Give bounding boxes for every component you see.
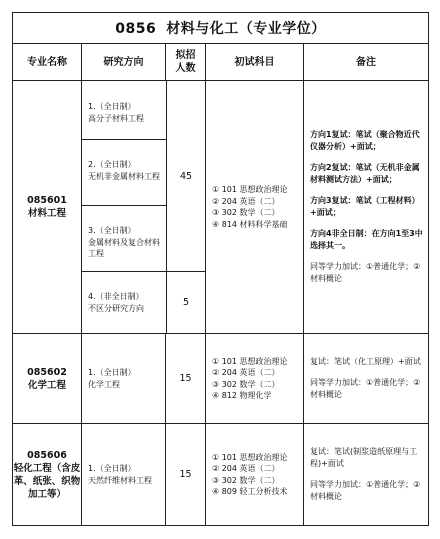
header-notes: 备注	[304, 44, 429, 81]
table-row	[13, 81, 429, 334]
major-name: 材料工程	[27, 208, 66, 219]
major-cell	[13, 334, 82, 424]
exam-item: ④ 809 轻工分析技术	[212, 487, 288, 496]
direction-mode: 4.（非全日制）	[88, 292, 144, 301]
table-title	[13, 13, 429, 44]
note-line: 同等学力加试：①普通化学；②材料概论	[310, 480, 421, 501]
divider	[82, 205, 166, 206]
note-line: 同等学力加试：①普通化学；②材料概论	[310, 378, 421, 399]
exam-item: ③ 302 数学（二）	[212, 208, 280, 217]
note-line: 同等学力加试：①普通化学；②材料概论	[310, 262, 421, 283]
major-code: 085606	[27, 449, 67, 461]
direction-quota-cell	[82, 81, 206, 334]
exam-item: ② 204 英语（二）	[212, 196, 280, 206]
header-quota-line1: 拟招	[175, 50, 196, 61]
direction-item	[82, 221, 166, 260]
note-line: 复试：笔试（化工原理）+面试	[310, 357, 421, 366]
title-code: 0856	[115, 21, 157, 37]
exam-item: ① 101 思想政治理论	[212, 185, 288, 194]
direction-mode: 1.（全日制）	[88, 464, 136, 473]
exam-item: ① 101 思想政治理论	[212, 356, 288, 366]
header-quota-line2: 人数	[175, 63, 196, 74]
direction-text: 天然纤维材料工程	[88, 475, 152, 485]
quota-value: 5	[182, 297, 190, 308]
direction-mode: 3.（全日制）	[88, 226, 136, 235]
note-line: 方向1复试：笔试（聚合物近代仪器分析）+面试；	[310, 130, 420, 151]
notes-cell	[304, 334, 429, 424]
direction-text: 高分子材料工程	[88, 113, 144, 123]
header-exam: 初试科目	[206, 44, 304, 81]
title-name: 材料与化工（专业学位）	[166, 21, 326, 37]
note-line: 复试：笔试(制浆造纸原理与工程)+面试	[310, 447, 418, 468]
note-line: 方向3复试：笔试（工程材料）+面试；	[310, 196, 420, 217]
quota-value: 45	[179, 170, 193, 182]
divider	[82, 139, 166, 140]
major-name: 化学工程	[27, 379, 66, 391]
note-line: 方向4非全日制：在方向1至3中选择其一。	[310, 229, 423, 250]
exam-cell	[206, 81, 304, 334]
exam-item: ① 101 思想政治理论	[212, 452, 288, 462]
note-line: 方向2复试：笔试（无机非金属材料测试方法）+面试；	[310, 163, 420, 184]
header-quota	[166, 44, 206, 81]
exam-cell	[206, 424, 304, 526]
header-row	[13, 44, 429, 81]
exam-item: ③ 302 数学（二）	[212, 475, 280, 485]
quota-value: 15	[166, 424, 206, 526]
direction-item	[82, 97, 166, 124]
direction-text: 不区分研究方向	[88, 303, 144, 313]
exam-item: ④ 812 物理化学	[212, 391, 272, 400]
exam-item: ③ 302 数学（二）	[212, 379, 280, 389]
exam-item: ② 204 英语（二）	[212, 368, 280, 377]
major-cell	[13, 424, 82, 526]
direction-text: 金属材料及复合材料工程	[88, 237, 160, 258]
direction-mode: 1.（全日制）	[88, 368, 136, 377]
major-name: 轻化工程（含皮革、纸张、织物加工等）	[13, 462, 81, 500]
header-direction: 研究方向	[82, 44, 166, 81]
direction-text: 无机非金属材料工程	[88, 171, 160, 181]
table-row	[13, 424, 429, 526]
direction-text: 化学工程	[88, 379, 120, 389]
program-table	[12, 12, 429, 526]
exam-item: ④ 814 材料科学基础	[212, 219, 288, 229]
major-code: 085602	[27, 366, 67, 378]
direction-mode: 1.（全日制）	[88, 102, 136, 111]
direction-mode: 2.（全日制）	[88, 160, 136, 169]
direction-item	[82, 155, 166, 182]
major-code: 085601	[27, 195, 67, 206]
quota-value: 15	[166, 334, 206, 424]
title-row	[13, 13, 429, 44]
exam-cell	[206, 334, 304, 424]
exam-item: ② 204 英语（二）	[212, 464, 280, 473]
table-row	[13, 334, 429, 424]
header-major: 专业名称	[13, 44, 82, 81]
direction-item	[82, 287, 166, 314]
direction-cell	[82, 424, 166, 526]
notes-cell	[304, 81, 429, 334]
direction-cell	[82, 334, 166, 424]
major-cell	[13, 81, 82, 334]
notes-cell	[304, 424, 429, 526]
